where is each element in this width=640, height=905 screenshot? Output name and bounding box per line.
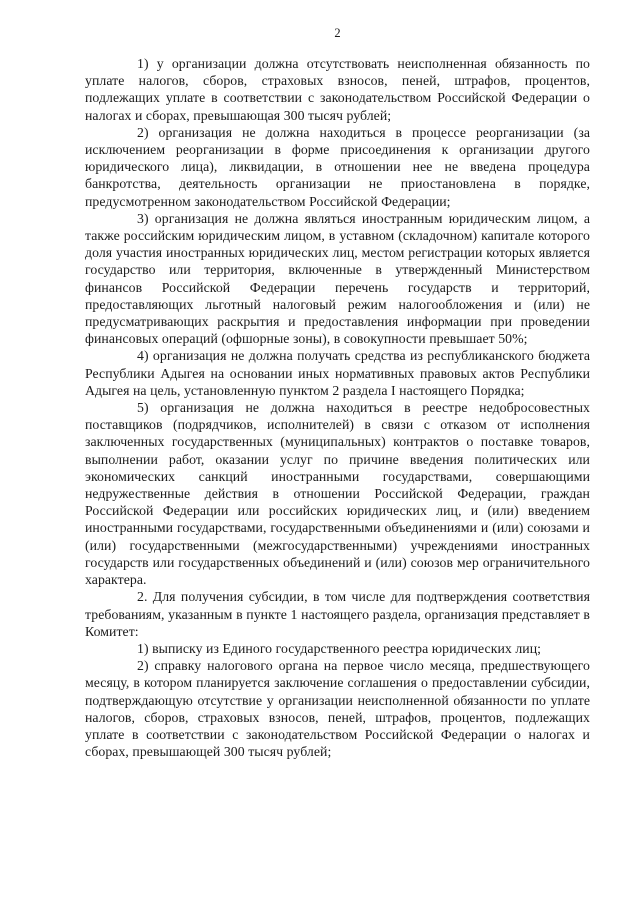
page-number: 2: [334, 26, 341, 40]
paragraph-requirement-3: 3) организация не должна являться иностранным юридическим лицом, а также российским юридическим лицом, в уставном (складочном) капитале которого доля участия иностранных юридических лиц, местом регистрации которых является государство или территория, включенные в утвержденный Министерством финансов Российской Федерации перечень государств и территорий, предоставляющих льготный налоговый режим налогообложения и (или) не предусматривающих раскрытия и предоставления информации при проведении финансовых операций (офшорные зоны), в совокупности превышает 50%;: [85, 210, 590, 347]
paragraph-requirement-5: 5) организация не должна находиться в реестре недобросовестных поставщиков (подрядчиков, исполнителей) в связи с отказом от исполнения заключенных государственных (муниципальных) контрактов о поставке товаров, выполнении работ, оказании услуг по причине введения политических или экономических санкций иностранными государствами, совершающими недружественные действия в отношении Российской Федерации, граждан Российской Федерации или российских юридических лиц, и (или) введением иностранными государствами, государственными объединениями и (или) союзами и (или) государственными (межгосударственными) учреждениями иностранных государств или государственных объединений и (или) союзов мер ограничительного характера.: [85, 400, 590, 588]
paragraph-requirement-4: 4) организация не должна получать средства из республиканского бюджета Республики Адыгея на основании иных нормативных правовых актов Республики Адыгея на цель, установленную пунктом 2 раздела I настоящего Порядка;: [85, 348, 590, 398]
document-body: [85, 55, 590, 760]
paragraph-requirement-1: 1) у организации должна отсутствовать неисполненная обязанность по уплате налогов, сборов, страховых взносов, пеней, штрафов, процентов, подлежащих уплате в соответствии с законодательством Российской Федерации о налогах и сборах, превышающая 300 тысяч рублей;: [85, 56, 590, 123]
paragraph-document-1: 1) выписку из Единого государственного реестра юридических лиц;: [137, 640, 542, 656]
paragraph-requirement-2: 2) организация не должна находиться в процессе реорганизации (за исключением реорганизации в форме присоединения к организации другого юридического лица), ликвидации, в отношении нее не введена процедура банкротства, деятельность организации не приостановлена в порядке, предусмотренном законодательством Российской Федерации;: [85, 124, 590, 209]
paragraph-document-2: 2) справку налогового органа на первое число месяца, предшествующего месяцу, в котором планируется заключение соглашения о предоставлении субсидии, подтверждающую отсутствие у организации неисполненной обязанности по уплате налогов, сборов, страховых взносов, пеней, штрафов, процентов, подлежащих уплате в соответствии с законодательством Российской Федерации о налогах и сборах, превышающей 300 тысяч рублей;: [85, 658, 590, 760]
paragraph-section-2: 2. Для получения субсидии, в том числе для подтверждения соответствия требованиям, указанным в пункте 1 настоящего раздела, организация представляет в Комитет:: [85, 589, 590, 639]
